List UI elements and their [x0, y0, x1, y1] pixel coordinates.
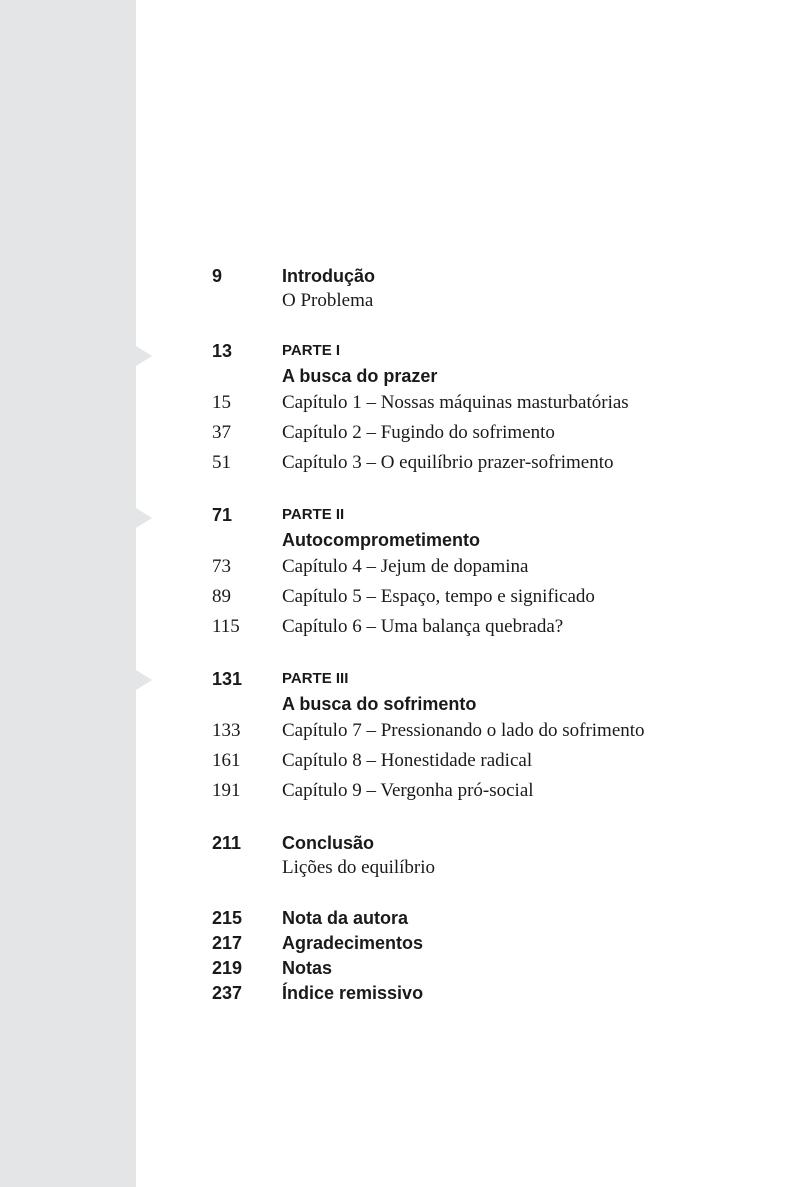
- toc-row[interactable]: [212, 955, 772, 980]
- toc-part-1: [212, 338, 772, 478]
- chapter-row[interactable]: [212, 388, 772, 418]
- part-label: PARTE I: [282, 342, 341, 359]
- toc-row[interactable]: [212, 666, 772, 691]
- toc-row[interactable]: [212, 980, 772, 1005]
- toc-row[interactable]: [212, 830, 772, 855]
- toc-row: [212, 691, 772, 716]
- part-label: PARTE III: [282, 670, 349, 687]
- chapter-row[interactable]: [212, 582, 772, 612]
- toc-row: [212, 288, 772, 314]
- page-number: 71: [212, 505, 233, 525]
- chapter-title: Capítulo 1 – Nossas máquinas masturbatórias: [282, 392, 629, 413]
- page-number: 217: [212, 933, 243, 953]
- chapter-row[interactable]: [212, 448, 772, 478]
- page-number: 133: [212, 720, 241, 741]
- chapter-row[interactable]: [212, 612, 772, 642]
- page-number: 131: [212, 669, 243, 689]
- part-2-notch: [136, 508, 152, 528]
- toc-row[interactable]: [212, 905, 772, 930]
- toc-back-matter: [212, 905, 772, 1005]
- toc-row[interactable]: [212, 263, 772, 288]
- page-number: 219: [212, 958, 243, 978]
- toc-part-2: [212, 502, 772, 642]
- chapter-row[interactable]: [212, 776, 772, 806]
- section-title: Agradecimentos: [282, 933, 424, 953]
- page-number: 115: [212, 616, 240, 637]
- part-title: A busca do prazer: [282, 366, 438, 386]
- chapter-title: Capítulo 5 – Espaço, tempo e significado: [282, 586, 595, 607]
- section-title: Nota da autora: [282, 908, 409, 928]
- section-title: Conclusão: [282, 833, 375, 853]
- chapter-row[interactable]: [212, 418, 772, 448]
- toc-row: [212, 527, 772, 552]
- page-number: 161: [212, 750, 241, 771]
- toc-conclusion: [212, 830, 772, 881]
- page-number: 237: [212, 983, 243, 1003]
- section-subtitle: O Problema: [282, 290, 374, 311]
- page-number: 73: [212, 556, 231, 577]
- part-1-notch: [136, 346, 152, 366]
- chapter-title: Capítulo 2 – Fugindo do sofrimento: [282, 422, 555, 443]
- page-number: 15: [212, 392, 231, 413]
- page-number: 51: [212, 452, 231, 473]
- left-margin-bar: [0, 0, 136, 1187]
- toc-row[interactable]: [212, 502, 772, 527]
- chapter-row[interactable]: [212, 716, 772, 746]
- page-number: 191: [212, 780, 241, 801]
- section-title: Introdução: [282, 266, 375, 286]
- chapter-title: Capítulo 3 – O equilíbrio prazer-sofrimento: [282, 452, 614, 473]
- toc-row[interactable]: [212, 338, 772, 363]
- part-3-notch: [136, 670, 152, 690]
- chapter-title: Capítulo 7 – Pressionando o lado do sofrimento: [282, 720, 645, 741]
- chapter-title: Capítulo 4 – Jejum de dopamina: [282, 556, 529, 577]
- part-label: PARTE II: [282, 506, 345, 523]
- page-number: 89: [212, 586, 231, 607]
- part-title: Autocomprometimento: [282, 530, 480, 550]
- section-title: Índice remissivo: [282, 983, 424, 1003]
- page-number: 215: [212, 908, 243, 928]
- toc-row: [212, 363, 772, 388]
- page-number: 37: [212, 422, 231, 443]
- toc-part-3: [212, 666, 772, 806]
- page-number: 9: [212, 266, 223, 286]
- page-number: 13: [212, 341, 233, 361]
- part-title: A busca do sofrimento: [282, 694, 477, 714]
- chapter-row[interactable]: [212, 746, 772, 776]
- toc-row[interactable]: [212, 930, 772, 955]
- chapter-row[interactable]: [212, 552, 772, 582]
- toc-row: [212, 855, 772, 881]
- table-of-contents: [212, 263, 772, 1029]
- chapter-title: Capítulo 9 – Vergonha pró-social: [282, 780, 534, 801]
- toc-intro: [212, 263, 772, 314]
- section-title: Notas: [282, 958, 333, 978]
- page-number: 211: [212, 833, 242, 853]
- section-subtitle: Lições do equilíbrio: [282, 857, 436, 878]
- chapter-title: Capítulo 6 – Uma balança quebrada?: [282, 616, 564, 637]
- chapter-title: Capítulo 8 – Honestidade radical: [282, 750, 533, 771]
